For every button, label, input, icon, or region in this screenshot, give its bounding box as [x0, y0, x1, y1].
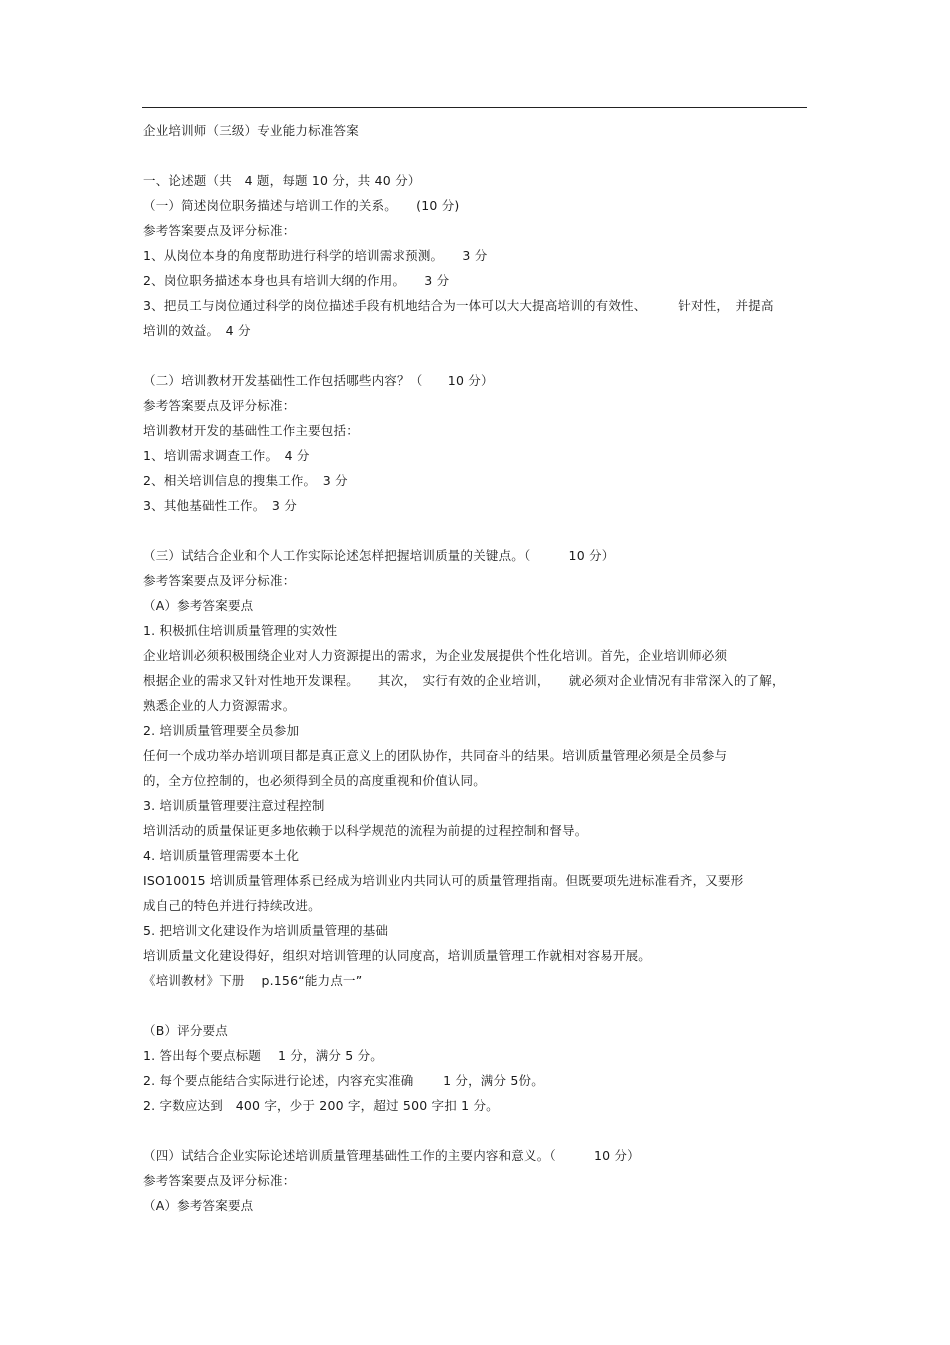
question-1: （一）简述岗位职务描述与培训工作的关系。 (10 分) — [143, 198, 460, 213]
q2-item-3: 3、其他基础性工作。 3 分 — [143, 498, 297, 513]
q3-point-4-text: ISO10015 培训质量管理体系已经成为培训业内共同认可的质量管理指南。但既要项先进标准看齐，又要形 — [143, 873, 744, 888]
q4-criteria: 参考答案要点及评分标准： — [143, 1173, 296, 1188]
q3-point-1-text: 企业培训必须积极围绕企业对人力资源提出的需求，为企业发展提供个性化培训。首先，企业培训师必须 — [143, 648, 728, 663]
q3-point-5-title: 5. 把培训文化建设作为培训质量管理的基础 — [143, 923, 389, 938]
q3-point-4-text: 成自己的特色并进行持续改进。 — [143, 898, 321, 913]
document-title: 企业培训师（三级）专业能力标准答案 — [143, 123, 359, 138]
q3-point-3-text: 培训活动的质量保证更多地依赖于以科学规范的流程为前提的过程控制和督导。 — [143, 823, 588, 838]
spacer — [143, 993, 807, 1018]
spacer — [143, 518, 807, 543]
q3-point-4-title: 4. 培训质量管理需要本土化 — [143, 848, 300, 863]
q2-intro: 培训教材开发的基础性工作主要包括： — [143, 423, 359, 438]
question-2: （二）培训教材开发基础性工作包括哪些内容？（ 10 分） — [143, 373, 494, 388]
q3-point-2-text: 任何一个成功举办培训项目都是真正意义上的团队协作，共同奋斗的结果。培训质量管理必须是全员参与 — [143, 748, 728, 763]
q3-point-5-text: 培训质量文化建设得好，组织对培训管理的认同度高，培训质量管理工作就相对容易开展。 — [143, 948, 652, 963]
q3-point-3-title: 3. 培训质量管理要注意过程控制 — [143, 798, 325, 813]
q1-item-3-cont: 培训的效益。 4 分 — [143, 323, 251, 338]
q3-part-a: （A）参考答案要点 — [143, 598, 254, 613]
q2-criteria: 参考答案要点及评分标准： — [143, 398, 296, 413]
q3-point-1-text: 根据企业的需求又针对性地开发课程。 其次， 实行有效的企业培训， 就必须对企业情况有非常深入的了解， — [143, 673, 785, 688]
q3-point-1-title: 1. 积极抓住培训质量管理的实效性 — [143, 623, 338, 638]
q3-point-2-text: 的，全方位控制的，也必须得到全员的高度重视和价值认同。 — [143, 773, 486, 788]
q3-part-b: （B）评分要点 — [143, 1023, 228, 1038]
header-rule — [142, 107, 807, 108]
document-body — [143, 118, 807, 1218]
q2-item-1: 1、培训需求调查工作。 4 分 — [143, 448, 310, 463]
q3-point-1-text: 熟悉企业的人力资源需求。 — [143, 698, 296, 713]
q1-item-1: 1、从岗位本身的角度帮助进行科学的培训需求预测。 3 分 — [143, 248, 488, 263]
q3-scoring-2: 2. 每个要点能结合实际进行论述，内容充实准确 1 分，满分 5份。 — [143, 1073, 544, 1088]
spacer — [143, 343, 807, 368]
q3-point-2-title: 2. 培训质量管理要全员参加 — [143, 723, 300, 738]
q3-scoring-3: 2. 字数应达到 400 字，少于 200 字，超过 500 字扣 1 分。 — [143, 1098, 499, 1113]
q2-item-2: 2、相关培训信息的搜集工作。 3 分 — [143, 473, 348, 488]
q1-criteria: 参考答案要点及评分标准： — [143, 223, 296, 238]
question-3: （三）试结合企业和个人工作实际论述怎样把握培训质量的关键点。（ 10 分） — [143, 548, 615, 563]
q1-item-2: 2、岗位职务描述本身也具有培训大纲的作用。 3 分 — [143, 273, 450, 288]
question-4: （四）试结合企业实际论述培训质量管理基础性工作的主要内容和意义。（ 10 分） — [143, 1148, 640, 1163]
q1-item-3: 3、把员工与岗位通过科学的岗位描述手段有机地结合为一体可以大大提高培训的有效性、 针对性， 并提高 — [143, 298, 774, 313]
q4-part-a: （A）参考答案要点 — [143, 1198, 254, 1213]
q3-reference: 《培训教材》下册 p.156“能力点一” — [143, 973, 363, 988]
q3-scoring-1: 1. 答出每个要点标题 1 分，满分 5 分。 — [143, 1048, 383, 1063]
q3-criteria: 参考答案要点及评分标准： — [143, 573, 296, 588]
spacer — [143, 143, 807, 168]
spacer — [143, 1118, 807, 1143]
section-header: 一、论述题（共 4 题，每题 10 分，共 40 分） — [143, 173, 421, 188]
